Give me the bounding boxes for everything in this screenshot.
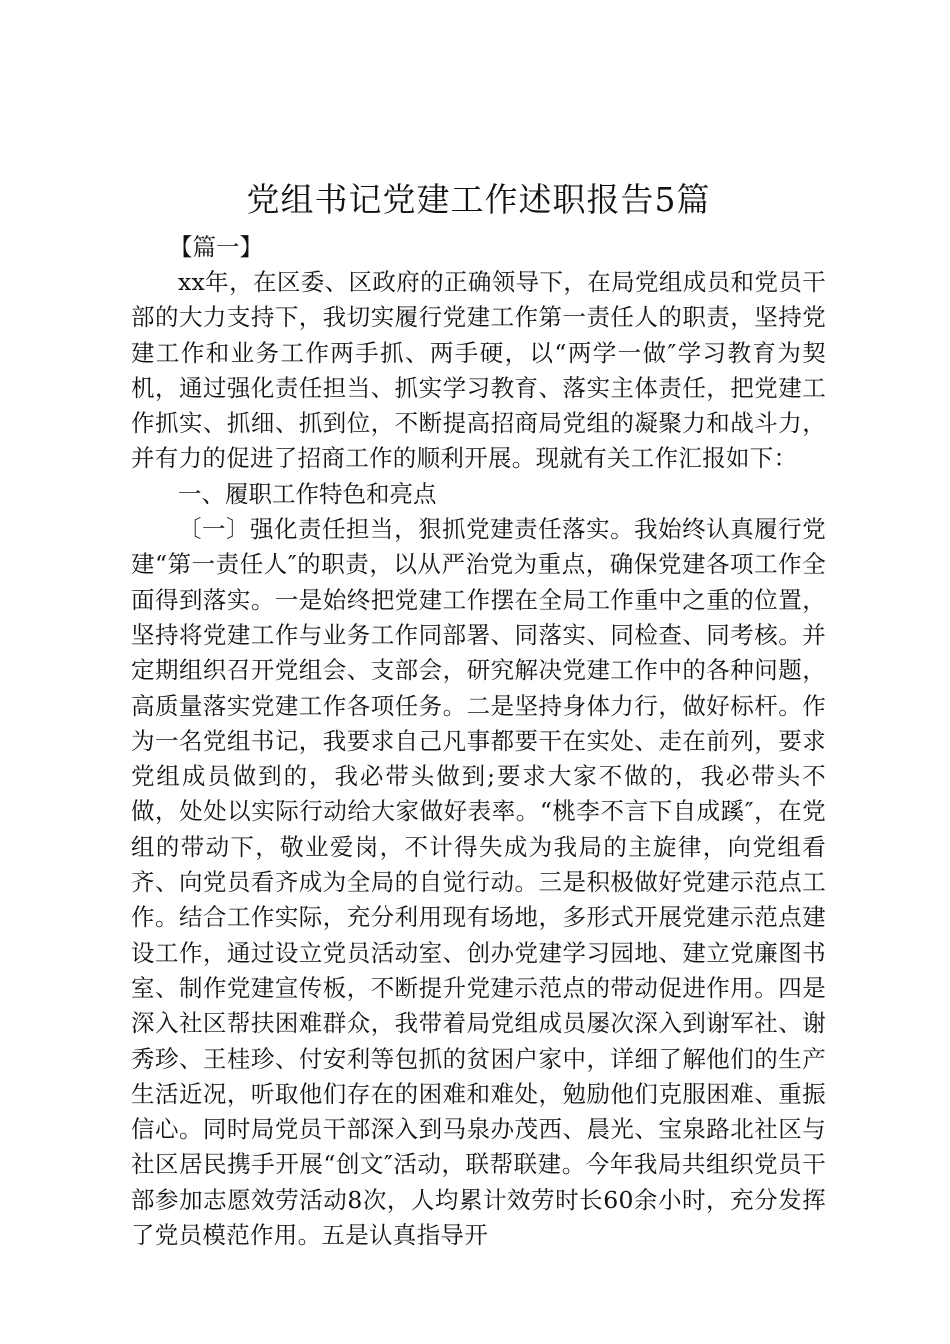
document-page (131, 178, 826, 1253)
section-heading: 一、履职工作特色和亮点 (178, 479, 437, 508)
document-title: 党组书记党建工作述职报告5篇 (246, 180, 711, 219)
body-paragraph: 〔一〕强化责任担当，狠抓党建责任落实。我始终认真履行党建“第一责任人″的职责，以从严治党为重点，确保党建各项工作全面得到落实。一是始终把党建工作摆在全局工作重中之重的位置，坚持将党建工作与业务工作同部署、同落实、同检查、同考核。并定期组织召开党组会、支部会，研究解决党建工作中的各种问题，高质量落实党建工作各项任务。二是坚持身体力行，做好标杆。作为一名党组书记，我要求自己凡事都要干在实处、走在前列，要求党组成员做到的，我必带头做到;要求大家不做的，我必带头不做，处处以实际行动给大家做好表率。“桃李不言下自成蹊″，在党组的带动下，敬业爱岗，不计得失成为我局的主旋律，向党组看齐、向党员看齐成为全局的自觉行动。三是积极做好党建示范点工作。结合工作实际，充分利用现有场地，多形式开展党建示范点建设工作，通过设立党员活动室、创办党建学习园地、建立党廉图书室、制作党建宣传板，不断提升党建示范点的带动促进作用。四是深入社区帮扶困难群众，我带着局党组成员屡次深入到谢军社、谢秀珍、王桂珍、付安利等包抓的贫困户家中，详细了解他们的生产生活近况，听取他们存在的困难和难处，勉励他们克服困难、重振信心。同时局党员干部深入到马泉办茂西、晨光、宝泉路北社区与社区居民携手开展“创文″活动，联帮联建。今年我局共组织党员干部参加志愿效劳活动8次，人均累计效劳时长60余小时，充分发挥了党员模范作用。五是认真指导开 (131, 515, 826, 1250)
section-label: 【篇一】 (169, 233, 263, 261)
intro-paragraph: xx年，在区委、区政府的正确领导下，在局党组成员和党员干部的大力支持下，我切实履行党建工作第一责任人的职责，坚持党建工作和业务工作两手抓、两手硬，以“两学一做″学习教育为契机，通过强化责任担当、抓实学习教育、落实主体责任，把党建工作抓实、抓细、抓到位，不断提高招商局党组的凝聚力和战斗力，并有力的促进了招商工作的顺利开展。现就有关工作汇报如下： (131, 268, 826, 473)
